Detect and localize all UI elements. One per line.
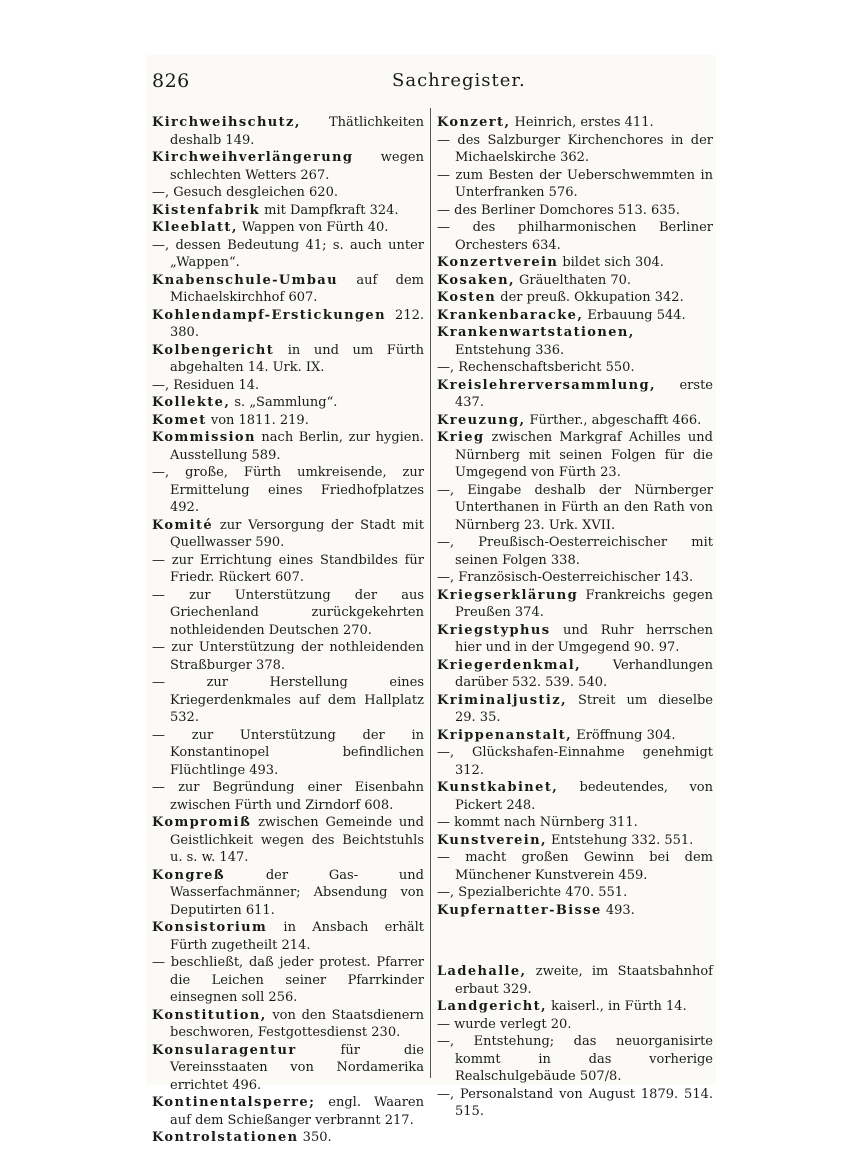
index-headword: Kommission [152,430,256,445]
index-column-left [152,114,424,1147]
index-entry [152,517,424,552]
index-entry [152,412,424,430]
index-entry-text: —, Residuen 14. [152,377,260,393]
index-entry [437,657,713,692]
index-headword: Kleeblatt, [152,220,238,235]
index-entry-text: in und um Fürth abgehalten 14. Urk. IX. [170,342,424,375]
index-entry-text: — des philharmonischen Berliner Orchesters 634. [437,220,713,253]
index-entry [152,1007,424,1042]
column-divider [430,108,431,1078]
index-entry-text: von den Staatsdienern beschworen, Festgottesdienst 230. [170,1007,424,1040]
index-headword: Kosaken, [437,272,515,288]
index-entry [152,237,424,272]
index-entry-text: — zur Errichtung eines Standbildes für Friedr. Rückert 607. [152,552,424,585]
page-header [152,70,707,100]
index-headword: Kontinentalsperre; [152,1095,316,1110]
index-entry [437,692,713,727]
index-entry [437,167,713,202]
index-entry [152,639,424,674]
index-entry-text: —, dessen Bedeutung 41; s. auch unter „Wappen“. [152,237,424,270]
index-entry-text: der Gas- und Wasserfachmänner; Absendung von Deputirten 611. [170,867,424,918]
index-headword: Landgericht, [437,999,547,1014]
index-entry-text: von 1811. 219. [206,412,309,428]
index-headword: Konzert, [437,115,511,130]
index-entry-text: für die Vereinsstaaten von Nordamerika errichtet 496. [170,1042,424,1093]
index-headword: Ladehalle, [437,964,527,979]
index-entry-text: —, Französisch-Oesterreichischer 143. [437,570,694,585]
index-headword: Kontrolstationen [152,1130,299,1145]
index-entry-text: —, Preußisch-Oesterreichischer mit seinen Folgen 338. [437,535,713,568]
index-entry [437,569,713,587]
index-headword: Konstitution, [152,1007,267,1023]
index-entry-text: — zur Unterstützung der in Konstantinopel befindlichen Flüchtlinge 493. [152,727,424,778]
index-entry-text: — zur Herstellung eines Kriegerdenkmales auf dem Hallplatz 532. [152,675,424,725]
index-entry-text: — des Berliner Domchores 513. 635. [437,202,680,218]
index-headword: Kriminaljustiz, [437,692,567,708]
index-entry-text: Entstehung 332. 551. [546,832,694,848]
index-entry-text: bildet sich 304. [558,255,664,270]
index-entry-text: kaiserl., in Fürth 14. [546,999,687,1014]
index-entry [152,394,424,412]
index-headword: Kirchweihverlängerung [152,150,354,165]
index-entry-text: —, Rechenschaftsbericht 550. [437,360,635,375]
index-entry-text: 493. [601,902,635,918]
index-headword: Konsularagentur [152,1042,297,1058]
index-entry [152,1042,424,1095]
index-entry [152,867,424,920]
index-entry [437,272,713,290]
index-headword: Kolbengericht [152,342,275,358]
index-entry-text: — beschließt, daß jeder protest. Pfarrer die Leichen seiner Pfarrkinder einsegnen soll 256. [152,955,424,1005]
index-headword: Kohlendampf-Erstickungen [152,307,386,323]
index-entry-text: —, Eingabe deshalb der Nürnberger Unterthanen in Fürth an den Rath von Nürnberg 23. Urk. XVII. [437,482,713,533]
index-entry [437,429,713,482]
index-entry-text: Verhandlungen darüber 532. 539. 540. [455,657,713,690]
index-column-right [437,114,713,1121]
index-entry [437,779,713,814]
index-entry-text: und Ruhr herrschen hier und in der Umgegend 90. 97. [455,622,713,655]
index-entry [152,464,424,517]
index-entry-text: — zum Besten der Ueberschwemmten in Unterfranken 576. [437,167,713,200]
index-entry-text: 212. 380. [170,307,424,340]
index-headword: Kirchweihschutz, [152,115,301,130]
index-headword: Kreislehrerversammlung, [437,377,656,393]
index-entry-text: — zur Begründung einer Eisenbahn zwischen Fürth und Zirndorf 608. [152,780,424,813]
index-entry-text: Gräuelthaten 70. [514,272,632,288]
index-headword: Krippenanstalt, [437,727,573,743]
index-headword: Krankenwartstationen, [437,325,635,340]
index-entry-text: —, Gesuch desgleichen 620. [152,185,338,200]
index-entry [152,919,424,954]
index-entry-text: engl. Waaren auf dem Schießanger verbrannt 217. [170,1095,424,1128]
index-entry-text: nach Berlin, zur hygien. Ausstellung 589. [170,430,424,463]
index-entry [437,219,713,254]
index-entry [152,674,424,727]
index-entry-text: mit Dampfkraft 324. [259,202,399,218]
index-entry [437,832,713,850]
index-headword: Komet [152,412,207,428]
index-entry [437,963,713,998]
index-headword: Konsistorium [152,920,268,935]
index-entry [437,307,713,325]
index-entry-text: — wurde verlegt 20. [437,1016,572,1032]
index-headword: Kistenfabrik [152,202,260,218]
index-entry [437,849,713,884]
index-entry [437,132,713,167]
index-entry-text: Entstehung 336. [455,342,565,358]
index-entry-text: Heinrich, erstes 411. [510,115,654,130]
index-entry-text: —, Personalstand von August 1879. 514. 515. [437,1086,713,1119]
index-headword: Konzertverein [437,255,559,270]
index-entry [437,202,713,220]
index-entry [437,814,713,832]
index-headword: Knabenschule-Umbau [152,272,338,288]
index-entry [152,587,424,640]
index-entry-text: der preuß. Okkupation 342. [496,290,684,305]
index-entry-text: Fürther., abgeschafft 466. [525,412,702,428]
index-headword: Krieg [437,430,485,445]
index-entry [152,1129,424,1147]
index-entry [152,779,424,814]
index-entry-text: wegen schlechten Wetters 267. [170,150,424,183]
index-entry [152,552,424,587]
index-entry-text: Wappen von Fürth 40. [237,220,389,235]
index-entry [437,902,713,920]
index-entry-text: — macht großen Gewinn bei dem Münchener Kunstverein 459. [437,850,713,883]
index-entry [437,744,713,779]
index-entry [152,1094,424,1129]
index-entry-text: bedeutendes, von Pickert 248. [455,780,713,813]
index-entry-text: — zur Unterstützung der nothleidenden Straßburger 378. [152,640,424,673]
index-headword: Kollekte, [152,395,231,410]
index-entry-text: s. „Sammlung“. [230,395,338,410]
index-entry-text: — kommt nach Nürnberg 311. [437,815,638,830]
index-entry-text: Thätlichkeiten deshalb 149. [170,115,424,148]
index-headword: Kriegserklärung [437,587,579,603]
index-entry-text: 350. [298,1130,332,1145]
index-entry-text: zweite, im Staatsbahnhof erbaut 329. [455,964,713,997]
index-entry [437,1033,713,1086]
index-entry-text: Erbauung 544. [583,307,686,323]
index-entry [437,998,713,1016]
index-entry [152,377,424,395]
index-entry [437,412,713,430]
index-entry [437,377,713,412]
letter-section-gap [437,919,713,963]
index-entry [152,272,424,307]
index-entry-text: —, Spezialberichte 470. 551. [437,885,628,900]
index-entry [152,114,424,149]
page-number: 826 [152,70,190,92]
index-entry-text: — des Salzburger Kirchenchores in der Michaelskirche 362. [437,132,713,165]
index-headword: Kunstkabinet, [437,780,559,795]
index-entry [152,307,424,342]
index-entry [152,429,424,464]
index-entry [152,342,424,377]
index-entry-text: zwischen Markgraf Achilles und Nürnberg mit seinen Folgen für die Umgegend von Fürth 23. [455,430,713,480]
index-entry [437,254,713,272]
index-entry [152,202,424,220]
index-entry [437,587,713,622]
index-entry-text: —, Glückshafen-Einnahme genehmigt 312. [437,745,713,778]
index-entry-text: zur Versorgung der Stadt mit Quellwasser 590. [170,517,424,550]
running-head: Sachregister. [392,70,526,91]
index-entry [152,149,424,184]
index-entry [437,1086,713,1121]
index-entry-text: Frankreichs gegen Preußen 374. [455,587,713,620]
index-headword: Kongreß [152,867,226,883]
index-entry [437,727,713,745]
index-entry-text: zwischen Gemeinde und Geistlichkeit wegen des Beichtstuhls u. s. w. 147. [170,815,424,865]
index-entry [152,727,424,780]
index-headword: Kompromiß [152,815,252,830]
index-headword: Komité [152,517,214,533]
index-headword: Kreuzung, [437,412,526,428]
index-entry-text: Eröffnung 304. [572,727,676,743]
index-entry [152,954,424,1007]
index-entry-text: Streit um dieselbe 29. 35. [455,692,713,725]
index-entry [437,482,713,535]
index-entry [152,184,424,202]
index-headword: Kriegstyphus [437,622,551,638]
index-entry-text: —, große, Fürth umkreisende, zur Ermittelung eines Friedhofplatzes 492. [152,465,424,515]
index-entry [437,324,713,359]
index-entry [152,814,424,867]
index-headword: Kosten [437,290,497,305]
index-entry [152,219,424,237]
index-headword: Krankenbaracke, [437,307,584,323]
index-headword: Kunstverein, [437,832,547,848]
index-entry [437,534,713,569]
index-entry-text: auf dem Michaelskirchhof 607. [170,272,424,305]
index-entry [437,114,713,132]
index-entry [437,289,713,307]
index-entry-text: —, Entstehung; das neuorganisirte kommt in das vorherige Realschulgebäude 507/8. [437,1034,713,1084]
index-entry [437,1016,713,1034]
index-entry [437,359,713,377]
index-headword: Kupfernatter-Bisse [437,902,602,918]
index-entry-text: — zur Unterstützung der aus Griechenland zurückgekehrten nothleidenden Deutschen 270. [152,587,424,638]
index-entry-text: in Ansbach erhält Fürth zugetheilt 214. [170,920,424,953]
index-headword: Kriegerdenkmal, [437,657,582,673]
index-entry [437,884,713,902]
index-entry-text: erste 437. [455,377,713,410]
index-entry [437,622,713,657]
